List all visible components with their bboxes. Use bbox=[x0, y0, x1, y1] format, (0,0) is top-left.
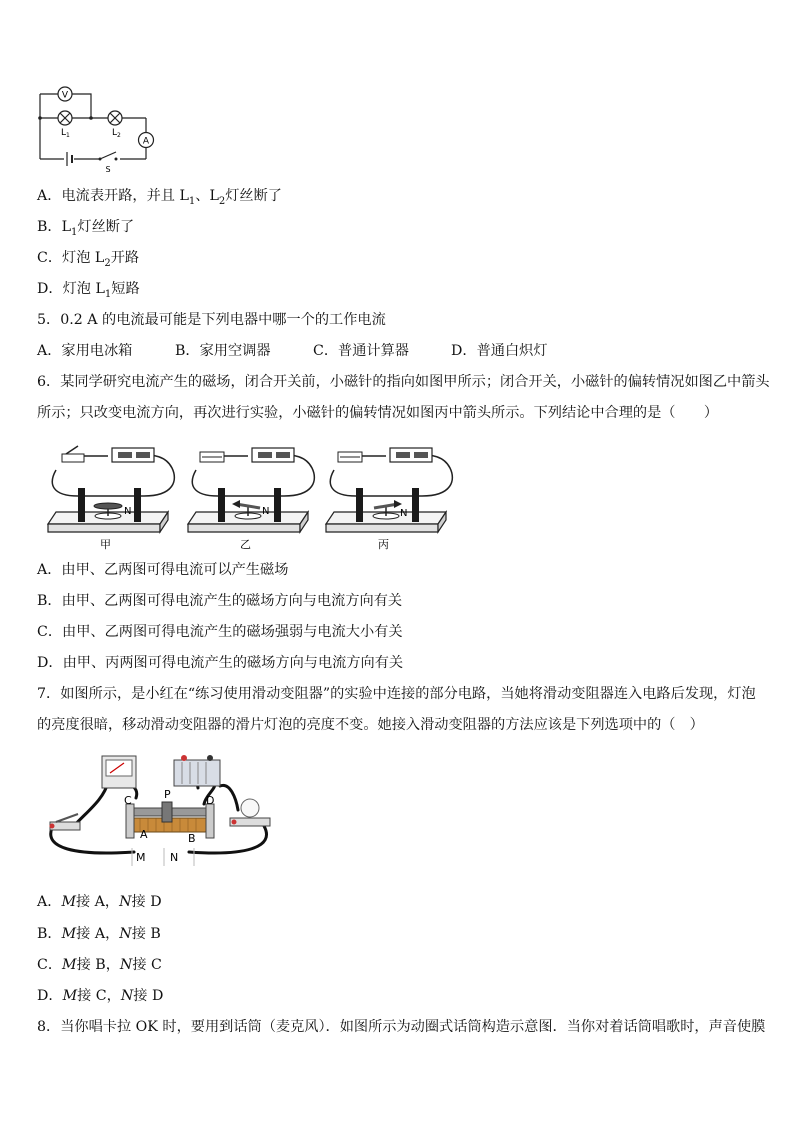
q7-option-c[interactable]: C．M接 B，N接 C bbox=[37, 957, 162, 973]
q5-options bbox=[37, 341, 548, 361]
terminal-d-label: D bbox=[206, 794, 215, 807]
terminal-b-label: B bbox=[188, 832, 196, 845]
voltmeter-label: V bbox=[61, 90, 69, 101]
q7-stem-line2: 的亮度很暗，移动滑动变阻器的滑片灯泡的亮度不变。她接入滑动变阻器的方法应该是下列选项中的（ ） bbox=[37, 717, 704, 733]
q4-option-b[interactable]: B．$L_1$灯丝断了 bbox=[37, 219, 135, 238]
needle-label-yi: N bbox=[262, 506, 270, 517]
q7-stem-line1: 7．如图所示，是小红在“练习使用滑动变阻器”的实验中连接的部分电路，当她将滑动变阻器连入电路后发现，灯泡 bbox=[37, 686, 756, 702]
figure-label-yi: 乙 bbox=[240, 538, 251, 550]
q7-option-d[interactable]: D．M接 C，N接 D bbox=[37, 988, 164, 1004]
figure-label-jia: 甲 bbox=[100, 538, 111, 550]
q6-stem-line1: 6．某同学研究电流产生的磁场，闭合开关前，小磁针的指向如图甲所示；闭合开关，小磁针的偏转情况如图乙中箭头 bbox=[37, 374, 770, 390]
q6-option-a[interactable]: A．由甲、乙两图可得电流可以产生磁场 bbox=[37, 562, 289, 578]
l2-label: $L_2$ bbox=[112, 128, 121, 139]
wire-m-label: M bbox=[136, 851, 146, 864]
terminal-a-label: A bbox=[140, 828, 148, 841]
q6-option-d[interactable]: D．由甲、丙两图可得电流产生的磁场方向与电流方向有关 bbox=[37, 655, 404, 671]
rheostat-circuit-figure bbox=[44, 748, 276, 868]
q6-option-b[interactable]: B．由甲、乙两图可得电流产生的磁场方向与电流方向有关 bbox=[37, 593, 403, 609]
figure-label-bing: 丙 bbox=[378, 538, 389, 550]
ammeter-label: A bbox=[142, 136, 150, 147]
q8-stem-line1: 8．当你唱卡拉 OK 时，要用到话筒（麦克风）．如图所示为动圈式话筒构造示意图．当你对着话筒唱歌时，声音使膜 bbox=[37, 1019, 766, 1035]
slider-p-label: P bbox=[164, 788, 171, 801]
q5-option-c[interactable]: C．普通计算器 bbox=[313, 343, 409, 359]
q5-option-d[interactable]: D．普通白炽灯 bbox=[451, 343, 548, 359]
l1-label: $L_1$ bbox=[61, 128, 70, 139]
q7-option-b[interactable]: B．M接 A，N接 B bbox=[37, 926, 161, 942]
q5-stem: 5．0.2 A 的电流最可能是下列电器中哪一个的工作电流 bbox=[37, 312, 386, 328]
needle-label-jia: N bbox=[124, 506, 132, 517]
q5-option-b[interactable]: B．家用空调器 bbox=[175, 343, 271, 359]
q7-option-a[interactable]: A．M接 A，N接 D bbox=[37, 894, 162, 910]
q5-option-a[interactable]: A．家用电冰箱 bbox=[37, 343, 133, 359]
wire-n-label: N bbox=[170, 851, 179, 864]
q6-option-c[interactable]: C．由甲、乙两图可得电流产生的磁场强弱与电流大小有关 bbox=[37, 624, 403, 640]
q4-option-c[interactable]: C．灯泡 $L_2$开路 bbox=[37, 250, 140, 269]
switch-label: S bbox=[105, 165, 111, 174]
q4-option-a[interactable]: A．电流表开路，并且 $L_1$、$L_2$灯丝断了 bbox=[37, 188, 282, 207]
needle-label-bing: N bbox=[400, 508, 408, 519]
q4-option-d[interactable]: D．灯泡 $L_1$短路 bbox=[37, 281, 140, 300]
q6-stem-line2: 所示；只改变电流方向，再次进行实验，小磁针的偏转情况如图丙中箭头所示。下列结论中合理的是（ ） bbox=[37, 405, 719, 421]
terminal-c-label: C bbox=[124, 794, 132, 807]
oersted-experiment-figure bbox=[40, 442, 460, 550]
circuit-diagram-q4 bbox=[36, 82, 162, 174]
